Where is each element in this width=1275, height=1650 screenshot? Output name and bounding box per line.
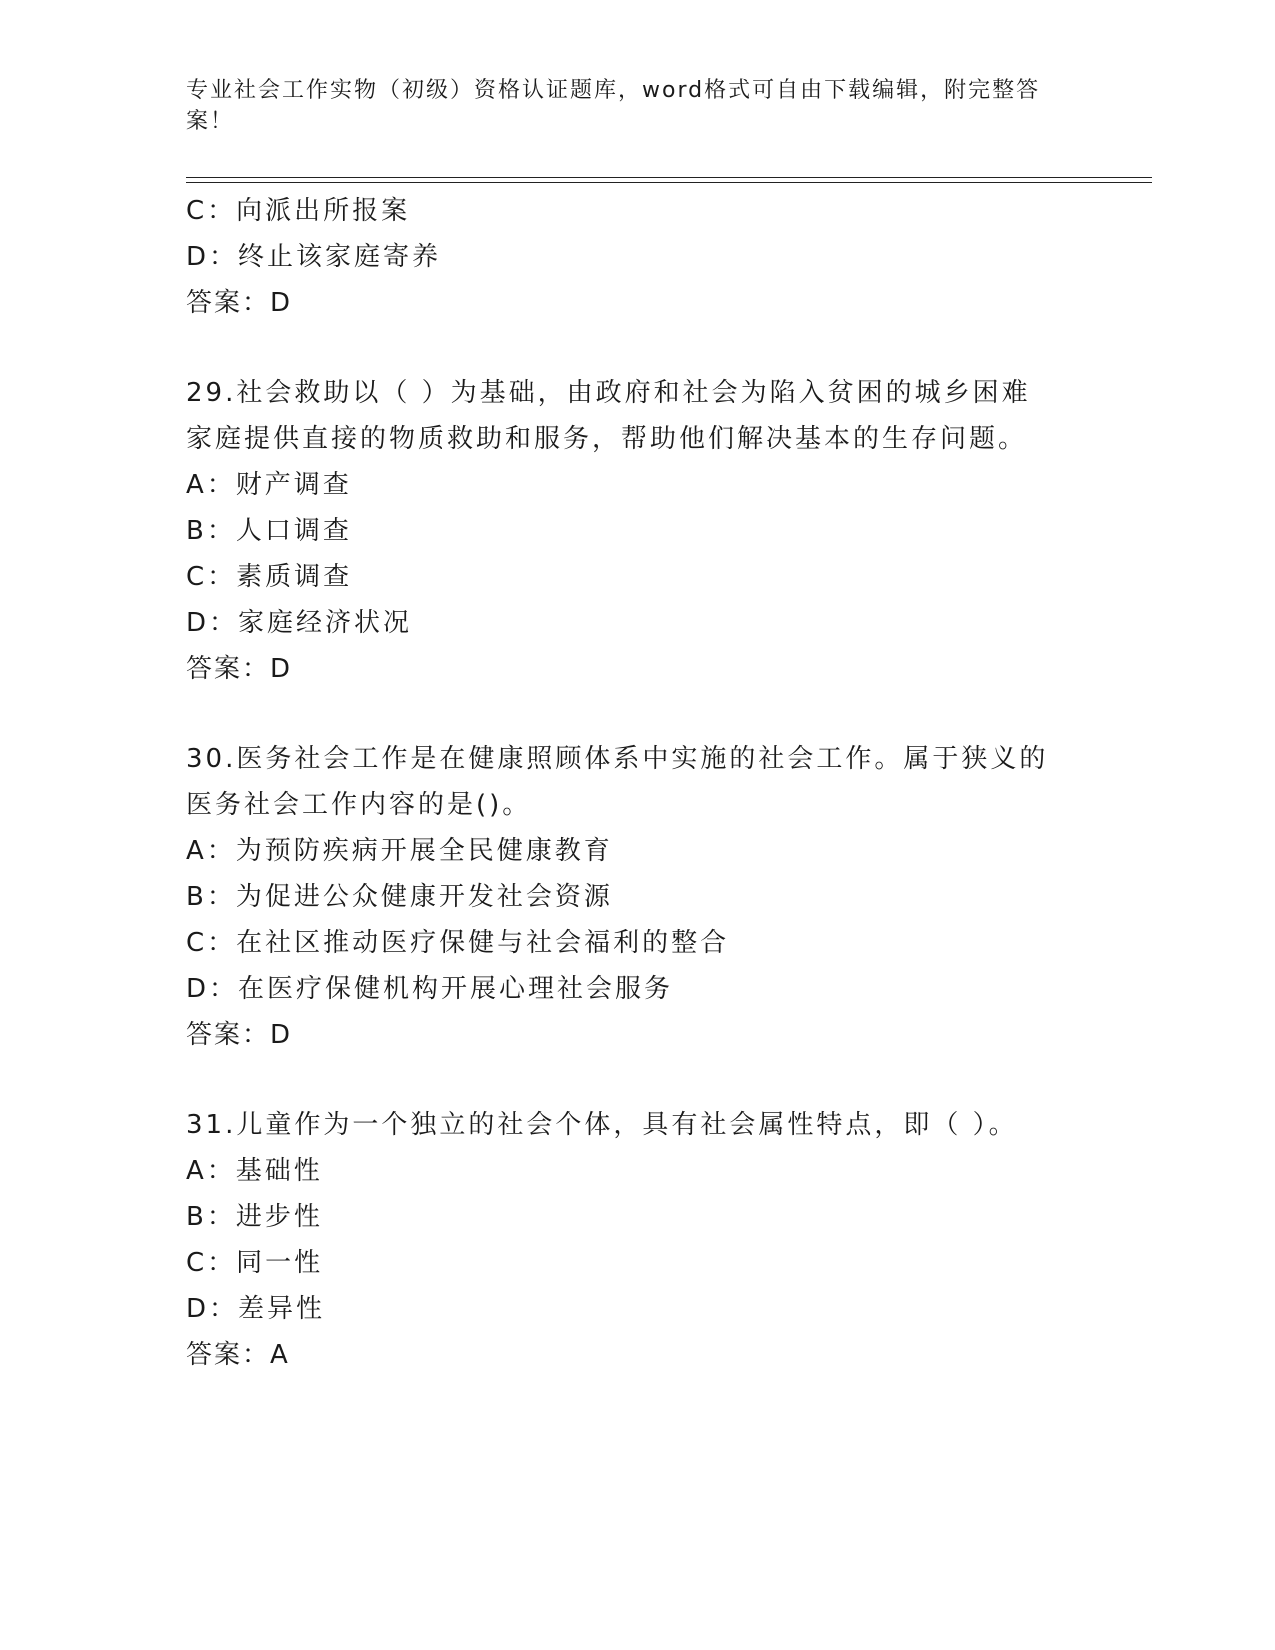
option-b: B：人口调查 [186,516,352,546]
question-text: 29.社会救助以（ ）为基础，由政府和社会为陷入贫困的城乡困难家庭提供直接的物质救助和服务，帮助他们解决基本的生存问题。 [186,378,1031,454]
question-30 [186,736,1152,1058]
header-rule-top [186,177,1152,178]
spacer [186,326,1152,370]
spacer [186,692,1152,736]
answer-line: 答案：D [186,288,293,318]
question-text: 30.医务社会工作是在健康照顾体系中实施的社会工作。属于狭义的医务社会工作内容的是()。 [186,744,1049,820]
option-a: A：基础性 [186,1156,323,1186]
answer-line: 答案：D [186,1020,293,1050]
question-31 [186,1102,1152,1378]
page-header: 专业社会工作实物（初级）资格认证题库，word格式可自由下载编辑，附完整答案！ [186,78,1041,134]
option-b: B：进步性 [186,1202,323,1232]
option-c: C：在社区推动医疗保健与社会福利的整合 [186,928,730,958]
option-c: C：素质调查 [186,562,353,592]
option-a: A：为预防疾病开展全民健康教育 [186,836,613,866]
question-text: 31.儿童作为一个独立的社会个体，具有社会属性特点，即（ ）。 [186,1110,1018,1140]
answer-line: 答案：A [186,1340,290,1370]
option-c: C：向派出所报案 [186,196,411,226]
option-b: B：为促进公众健康开发社会资源 [186,882,613,912]
spacer [186,1058,1152,1102]
option-d: D：家庭经济状况 [186,608,413,638]
option-d: D：终止该家庭寄养 [186,242,442,272]
answer-line: 答案：D [186,654,293,684]
option-a: A：财产调查 [186,470,352,500]
question-fragment [186,188,1152,326]
header-rule-bottom [186,182,1152,183]
question-content [186,188,1152,1378]
question-29 [186,370,1152,692]
option-d: D：在医疗保健机构开展心理社会服务 [186,974,674,1004]
option-d: D：差异性 [186,1294,326,1324]
option-c: C：同一性 [186,1248,324,1278]
